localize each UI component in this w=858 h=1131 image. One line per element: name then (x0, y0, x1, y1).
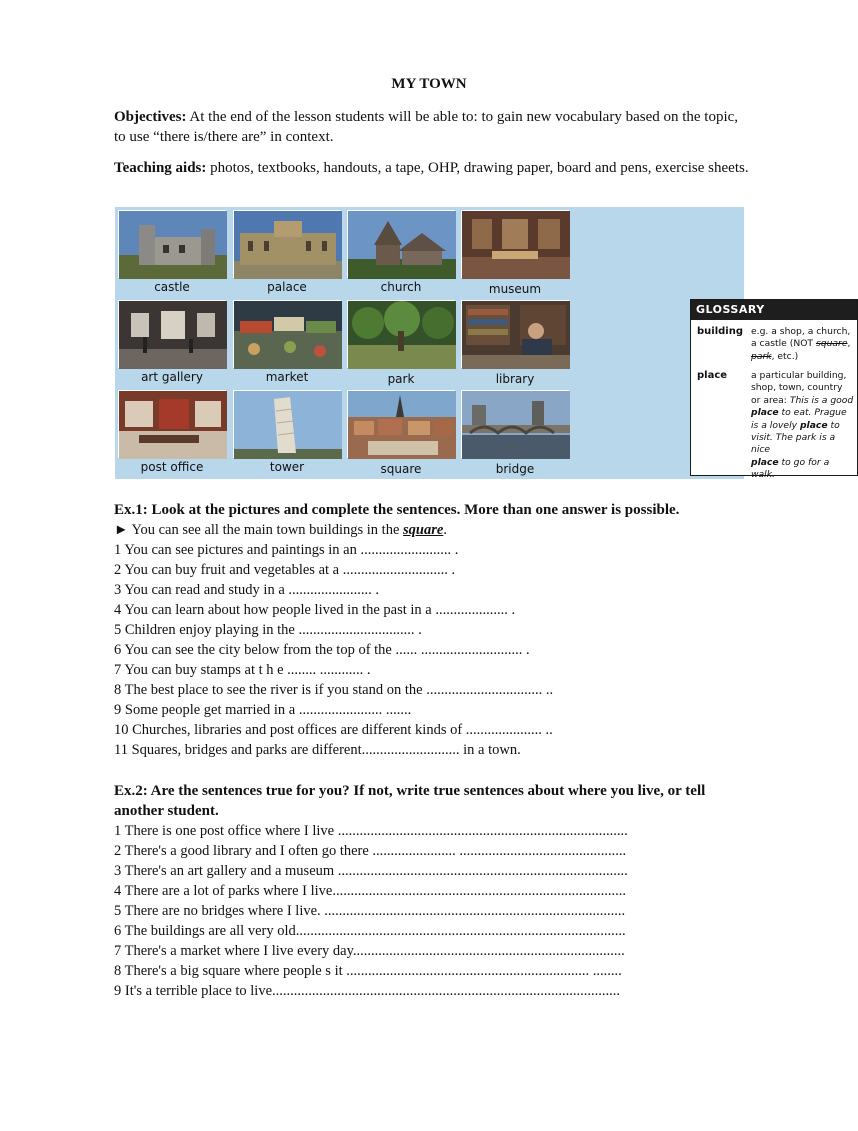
teaching-aids-text: photos, textbooks, handouts, a tape, OHP, drawing paper, board and pens, exercise sheets. (210, 160, 749, 176)
glossary-def-line: a particular building, (751, 370, 847, 381)
palace-photo (233, 210, 341, 278)
art-gallery-photo (118, 300, 226, 368)
glossary-def-line (751, 432, 855, 457)
exercise-1-item: 5 Children enjoy playing in the ................................ . (114, 622, 422, 638)
glossary-example-fragment: visit. The park is a nice (751, 432, 836, 456)
glossary-keyword: place (751, 456, 779, 468)
park-caption: park (387, 372, 415, 386)
exercise-2-item: 6 The buildings are all very old........................................................................................... (114, 923, 626, 939)
glossary-def-fragment: , etc.) (771, 350, 799, 362)
museum-caption: museum (488, 282, 542, 296)
square-caption: square (380, 462, 422, 476)
glossary-term-place: place (697, 370, 728, 381)
church-caption: church (380, 280, 422, 294)
exercise-1-item: 3 You can read and study in a ....................... . (114, 582, 380, 598)
exercise-2-item: 1 There is one post office where I live ................................................................................ (114, 823, 628, 839)
bridge-photo (461, 390, 569, 458)
exercise-1-item: 1 You can see pictures and paintings in an ......................... . (114, 542, 459, 558)
exercise-1-heading: Ex.1: Look at the pictures and complete the sentences. More than one answer is possible. (114, 502, 680, 518)
exercise-1-example (114, 520, 447, 540)
glossary-example-fragment: This is a good (789, 394, 854, 406)
glossary-example-fragment: to go for a walk. (751, 456, 830, 481)
tower-caption: tower (269, 460, 305, 474)
exercise-1-item: 11 Squares, bridges and parks are different........................... in a town. (114, 742, 521, 758)
exercise-2-item: 4 There are a lot of parks where I live................................................................................. (114, 883, 626, 899)
exercise-1-item: 10 Churches, libraries and post offices are different kinds of ..................... .. (114, 722, 553, 738)
objectives-paragraph (114, 107, 750, 147)
glossary-def-fragment: or area: (751, 394, 790, 406)
objectives-label: Objectives: (114, 109, 187, 125)
glossary-def-line (751, 457, 855, 482)
teaching-aids-paragraph (114, 158, 750, 178)
town-buildings-picture-panel (115, 207, 854, 481)
art-gallery-caption: art gallery (141, 370, 203, 384)
glossary-keyword: place (799, 419, 828, 431)
palace-caption: palace (267, 280, 307, 294)
glossary-def-building (751, 326, 855, 363)
example-answer: square (403, 522, 444, 538)
example-text: ► You can see all the main town buildings in the (114, 522, 404, 538)
glossary-example-fragment: to eat. Prague (778, 407, 847, 419)
exercise-1-item: 7 You can buy stamps at t h e ........ ............ . (114, 662, 371, 678)
exercise-2-item: 5 There are no bridges where I live. ................................................................................... (114, 903, 626, 919)
glossary-def-line (751, 351, 855, 363)
castle-caption: castle (154, 280, 190, 294)
glossary-struck-word: park (751, 350, 772, 362)
glossary-def-fragment: a castle (NOT (751, 338, 816, 350)
glossary-example-fragment: to (827, 419, 840, 431)
glossary-def-line (751, 420, 855, 432)
teaching-aids-label: Teaching aids: (114, 160, 207, 176)
tower-photo (233, 390, 341, 458)
library-caption: library (495, 372, 535, 386)
museum-photo (461, 210, 569, 278)
glossary-def-line (751, 407, 855, 419)
glossary-heading: GLOSSARY (691, 300, 857, 320)
objectives-text: At the end of the lesson students will be able to: to gain new vocabulary based on the topic, to use “there is/there are” in context. (114, 109, 739, 145)
market-photo (233, 300, 341, 368)
exercise-1-item: 4 You can learn about how people lived in the past in a .................... . (114, 602, 516, 618)
glossary-struck-word: square (815, 338, 848, 350)
post-office-caption: post office (140, 460, 204, 474)
exercise-2-item: 7 There's a market where I live every day........................................................................... (114, 943, 625, 959)
market-caption: market (265, 370, 309, 384)
exercise-2-item: 8 There's a big square where people s it ................................................................... ........ (114, 963, 622, 979)
library-photo (461, 300, 569, 368)
castle-photo (118, 210, 226, 278)
glossary-def-line (751, 395, 855, 407)
church-photo (347, 210, 455, 278)
bridge-caption: bridge (495, 462, 535, 476)
exercise-2-heading: Ex.2: Are the sentences true for you? If not, write true sentences about where you live, or tell another student. (114, 783, 706, 819)
glossary-box (690, 299, 858, 481)
glossary-def-line: e.g. a shop, a church, (751, 326, 851, 337)
exercise-1-item: 9 Some people get married in a ....................... ....... (114, 702, 412, 718)
glossary-keyword: place (751, 407, 779, 419)
exercise-1-item: 8 The best place to see the river is if you stand on the ................................ .. (114, 682, 554, 698)
park-photo (347, 300, 455, 368)
example-text: . (443, 522, 447, 538)
post-office-photo (118, 390, 226, 458)
glossary-term-building: building (697, 326, 743, 337)
exercise-2-item: 2 There's a good library and I often go there ....................... .............................................. (114, 843, 627, 859)
glossary-def-line (751, 338, 855, 350)
glossary-def-place (751, 370, 855, 482)
exercise-2-item: 3 There's an art gallery and a museum ................................................................................ (114, 863, 628, 879)
exercise-2-item: 9 It's a terrible place to live................................................................................................ (114, 983, 621, 999)
exercise-1-item: 6 You can see the city below from the top of the ...... ............................ . (114, 642, 530, 658)
glossary-example-fragment: is a lovely (751, 419, 800, 431)
exercise-1-item: 2 You can buy fruit and vegetables at a ............................. . (114, 562, 456, 578)
square-photo (347, 390, 455, 458)
glossary-def-line: shop, town, country (751, 382, 843, 394)
glossary-def-fragment: , (847, 338, 851, 350)
page-title: MY TOWN (391, 76, 467, 92)
